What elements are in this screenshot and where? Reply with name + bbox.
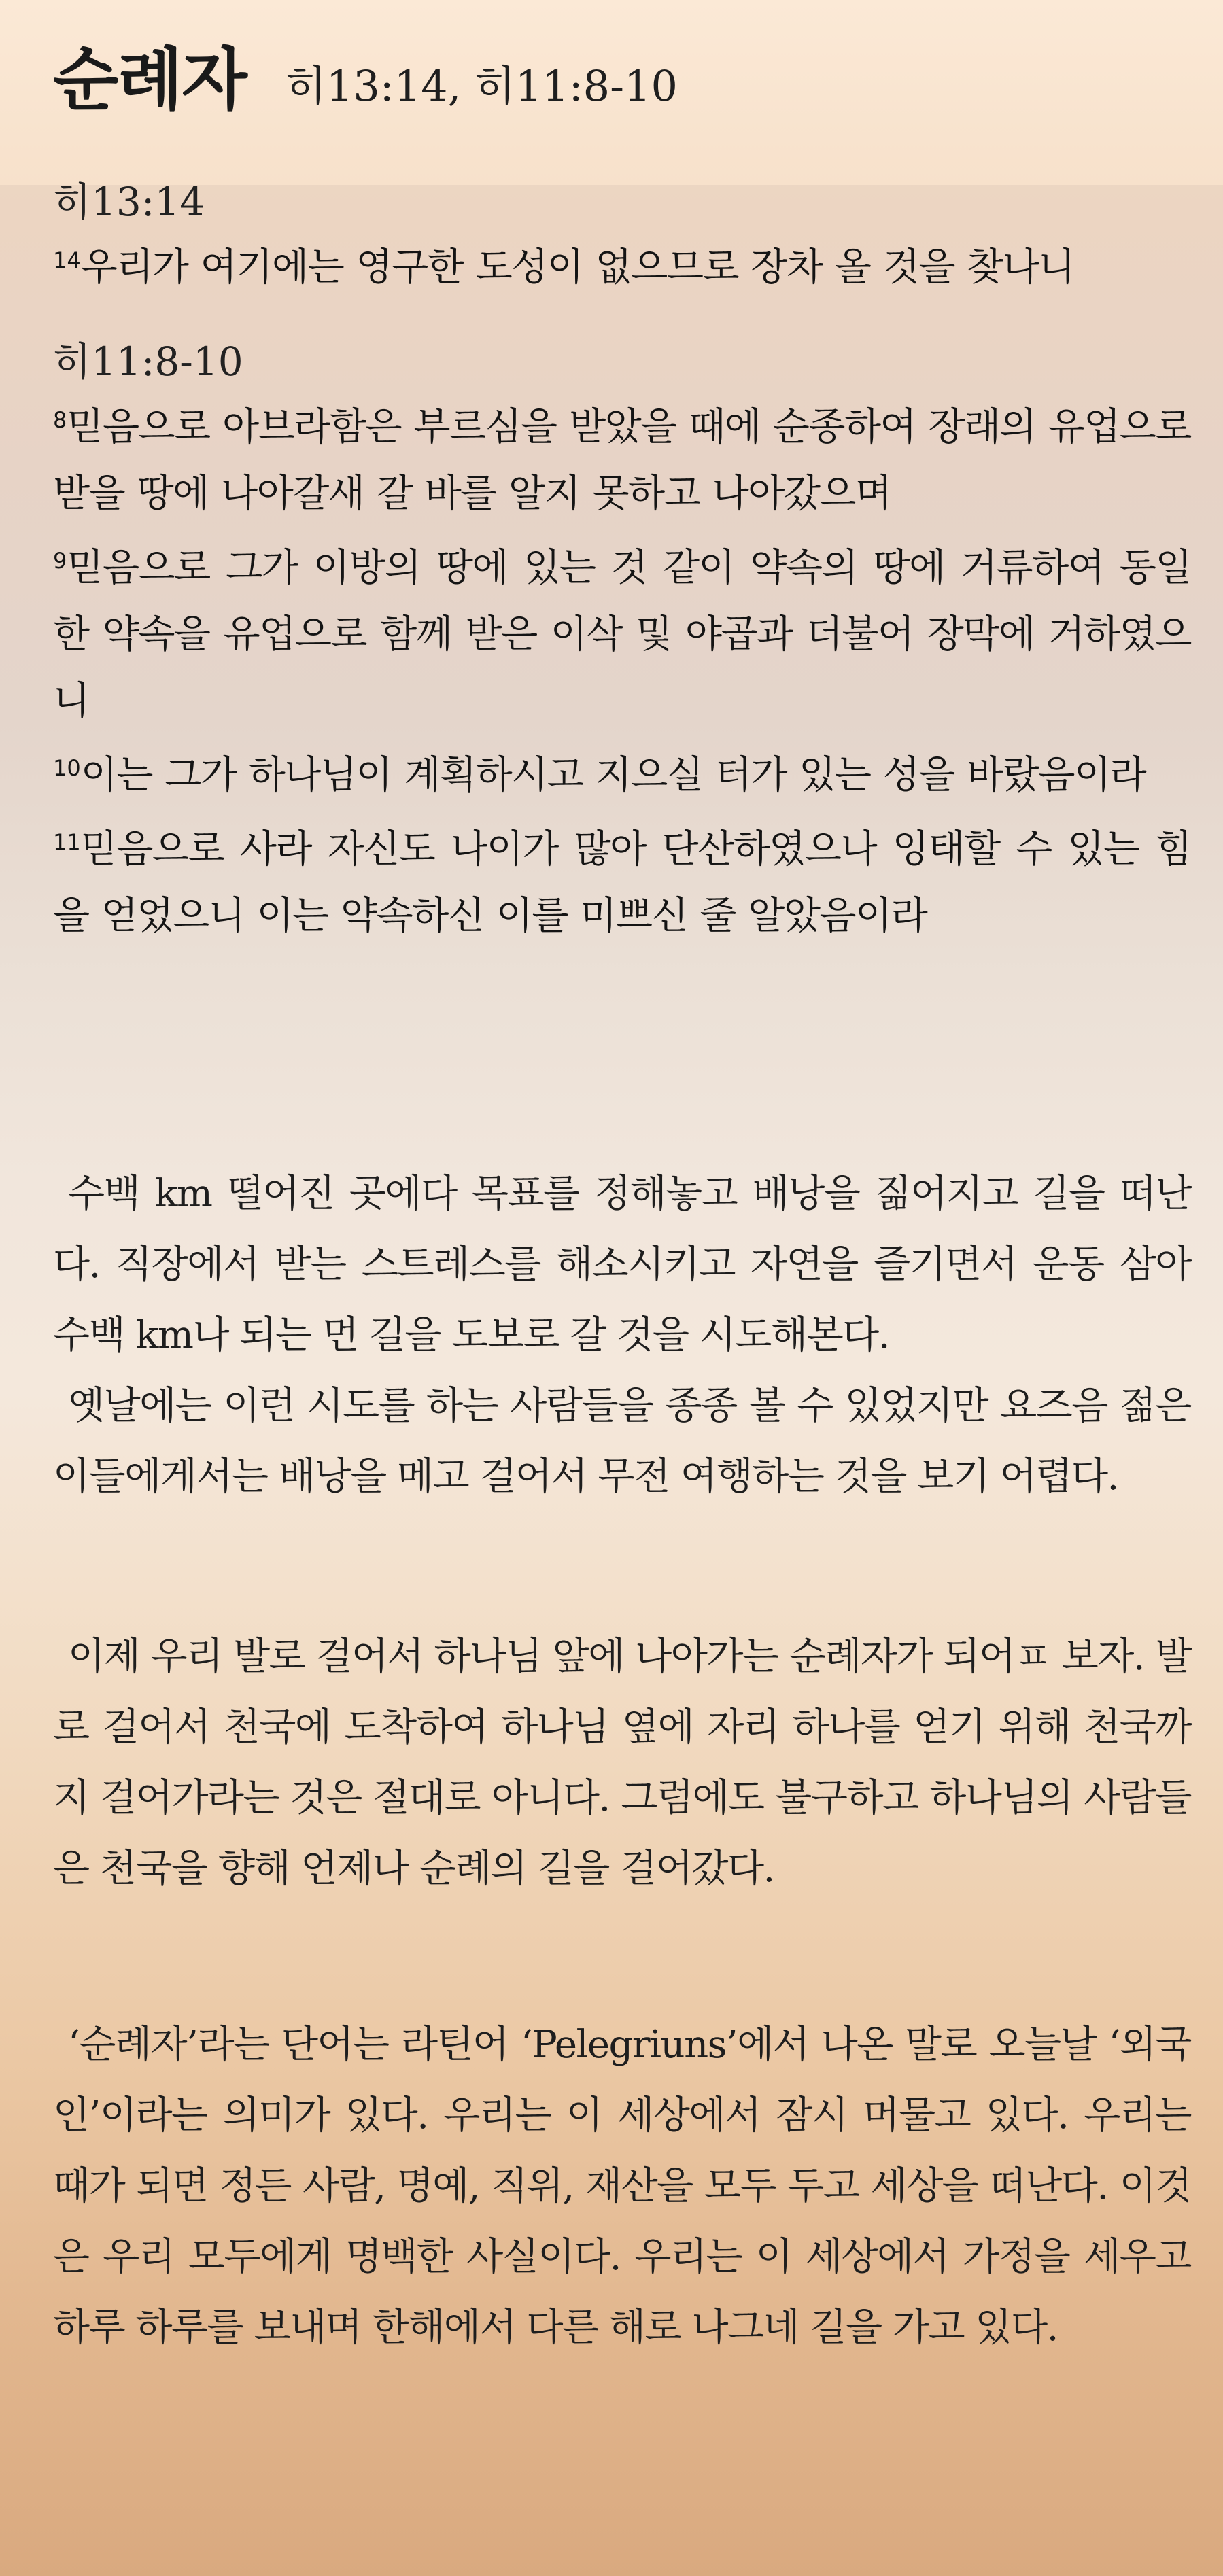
header-band	[0, 0, 1223, 185]
verse-number: 10	[53, 755, 81, 781]
body-paragraph: 수백 km 떨어진 곳에다 목표를 정해놓고 배낭을 짊어지고 길을 떠난다. 직장에서 받는 스트레스를 해소시키고 자연을 즐기면서 운동 삼아 수백 km나 되는 먼 길을 도보로 갈 것을 시도해본다.	[53, 1172, 1191, 1357]
body-paragraphs-3	[53, 2010, 1191, 2363]
scripture-ref-heb11: 히11:8-10	[53, 338, 243, 385]
scripture-ref-heb13: 히13:14	[53, 179, 205, 225]
body-paragraph: 이제 우리 발로 걸어서 하나님 앞에 나아가는 순례자가 되어ㅍ 보자. 발로 걸어서 천국에 도착하여 하나님 옆에 자리 하나를 얻기 위해 천국까지 걸어가라는 것은 절대로 아니다. 그럼에도 불구하고 하나님의 사람들은 천국을 향해 언제나 순례의 길을 걸어갔다.	[53, 1635, 1191, 1891]
verse-heb11-10	[53, 735, 1191, 809]
body-paragraphs-2	[53, 1622, 1191, 1904]
verse-text: 우리가 여기에는 영구한 도성이 없으므로 장차 올 것을 찾나니	[80, 245, 1075, 290]
verse-heb11-11	[53, 809, 1191, 950]
verse-number: 8	[53, 407, 67, 433]
body-paragraphs-1	[53, 1159, 1191, 1512]
body-paragraph: ‘순례자’라는 단어는 라틴어 ‘Pelegriuns’에서 나온 말로 오늘날 ‘외국인’이라는 의미가 있다. 우리는 이 세상에서 잠시 머물고 있다. 우리는 때가 되면 정든 사람, 명예, 직위, 재산을 모두 두고 세상을 떠난다. 이것은 우리 모두에게 명백한 사실이다. 우리는 이 세상에서 가정을 세우고 하루 하루를 보내며 한해에서 다른 해로 나그네 길을 가고 있다.	[53, 2023, 1191, 2350]
verse-text: 믿음으로 아브라함은 부르심을 받았을 때에 순종하여 장래의 유업으로 받을 땅에 나아갈새 갈 바를 알지 못하고 나아갔으며	[53, 405, 1191, 516]
verse-number: 11	[53, 829, 81, 855]
verse-text: 이는 그가 하나님이 계획하시고 지으실 터가 있는 성을 바랐음이라	[80, 753, 1146, 797]
verse-heb13-14	[53, 227, 1191, 301]
scripture-section	[53, 177, 1191, 950]
page-title: 순례자	[53, 40, 246, 120]
verse-text: 믿음으로 그가 이방의 땅에 있는 것 같이 약속의 땅에 거류하여 동일한 약속을 유업으로 함께 받은 이삭 및 야곱과 더불어 장막에 거하였으니	[53, 546, 1191, 723]
title-scripture-reference: 히13:14, 히11:8-10	[286, 61, 678, 111]
verse-heb11-9	[53, 527, 1191, 735]
verse-number: 9	[53, 548, 67, 574]
body-paragraph: 옛날에는 이런 시도를 하는 사람들을 종종 볼 수 있었지만 요즈음 젊은이들에게서는 배낭을 메고 걸어서 무전 여행하는 것을 보기 어렵다.	[53, 1384, 1191, 1499]
verse-number: 14	[53, 247, 81, 273]
verse-heb11-8	[53, 387, 1191, 527]
spacer	[53, 301, 1191, 336]
verse-text: 믿음으로 사라 자신도 나이가 많아 단산하였으나 잉태할 수 있는 힘을 얻었으니 이는 약속하신 이를 미쁘신 줄 알았음이라	[53, 827, 1191, 938]
